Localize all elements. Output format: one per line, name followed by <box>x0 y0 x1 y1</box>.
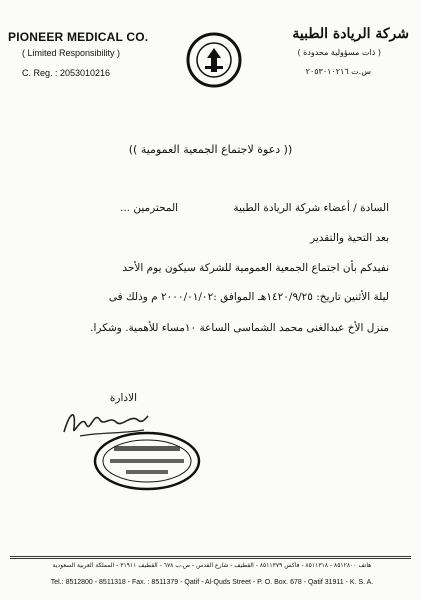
management-signature-label: الادارة <box>109 392 137 404</box>
footer-rule-bottom <box>10 558 411 559</box>
body-line-2: ليلة الأثنين تاريخ: ١٤٢٠/٩/٢٥هـ الموافق :٢٠٠٠/٠١/٠٢ م وذلك فى <box>108 291 389 303</box>
letter-title: (( دعوة لاجتماع الجمعية العمومية )) <box>128 143 293 156</box>
body-line-3: منزل الأخ عبدالغنى محمد الشماسى الساعة ١٠مساء للأهمية. وشكرا. <box>90 322 389 334</box>
body-line-1: نفيدكم بأن اجتماع الجمعية العمومية للشركة سيكون يوم الأحد <box>122 262 389 274</box>
company-type-arabic: ( ذات مسؤولية محدودة ) <box>297 48 381 57</box>
company-logo <box>186 32 242 88</box>
commercial-registration-arabic: س.ت ٢٠٥٣٠١٠٢١٦ <box>305 67 371 76</box>
footer-rule-top <box>10 556 411 557</box>
company-name-english: PIONEER MEDICAL CO. <box>8 30 149 44</box>
addressee-line: السادة / أعضاء شركة الريادة الطبية <box>233 202 389 214</box>
footer-contact-english: Tel.: 8512800 - 8511318 - Fax. : 8511379 - Qatif - Al-Quds Street - P. O. Box. 678 - Qatif 31911 - K. S. A. <box>50 579 374 586</box>
company-stamp <box>92 430 202 492</box>
respected-salutation: المحترمين ... <box>120 202 179 214</box>
company-type-english: ( Limited Responsibility ) <box>22 48 121 58</box>
company-name-arabic: شركة الريادة الطبية <box>292 26 409 42</box>
footer-contact-arabic: هاتف ٨٥١٢٨٠٠ - ٨٥١١٣١٨ - فاكس ٨٥١١٣٧٩ - القطيف - شارع القدس - ص.ب ٦٧٨ - القطيف ٣١٩١١ - المملكة العربية السعودية <box>52 562 372 569</box>
greeting-line: بعد التحية والتقدير <box>310 232 389 244</box>
commercial-registration-english: C. Reg. : 2053010216 <box>22 68 111 78</box>
